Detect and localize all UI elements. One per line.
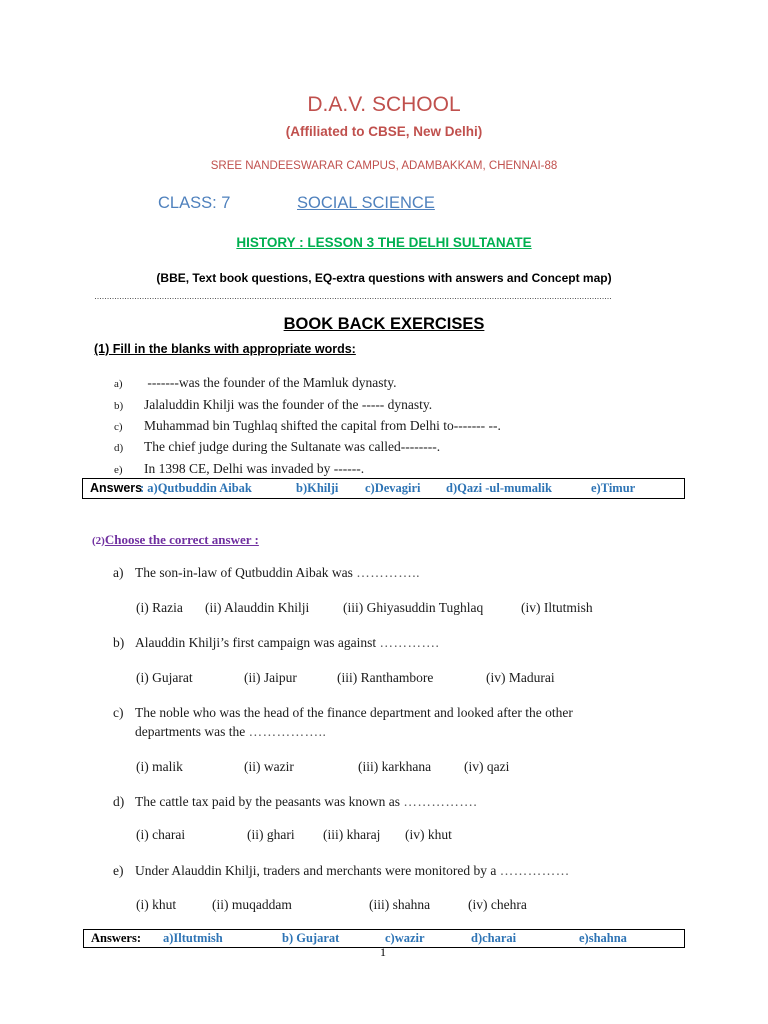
- fill-answer-d: d)Qazi -ul-mumalik: [446, 481, 552, 495]
- item-letter: c): [114, 421, 123, 433]
- fill-item-e: [114, 461, 364, 477]
- mcq-heading-text: Choose the correct answer :: [104, 532, 259, 547]
- affiliation: (Affiliated to CBSE, New Delhi): [285, 124, 483, 139]
- mcq-d-option-2: (ii) ghari: [247, 827, 295, 842]
- mcq-c-option-1: (i) malik: [136, 759, 183, 774]
- question-letter: b): [113, 635, 125, 650]
- school-name: D.A.V. SCHOOL: [307, 93, 461, 116]
- question-letter: e): [113, 863, 124, 878]
- subject-label: SOCIAL SCIENCE: [297, 194, 435, 212]
- blank-dots: ……………..: [248, 724, 327, 739]
- item-letter: d): [114, 442, 124, 454]
- page-number: 1: [380, 945, 386, 959]
- class-label: CLASS: 7: [158, 194, 231, 212]
- answers-label: Answers: [90, 481, 143, 495]
- fill-answers-row: [90, 481, 142, 496]
- mcq-answer-b: b) Gujarat: [282, 931, 340, 945]
- mcq-answer-e: e)shahna: [579, 931, 627, 945]
- mcq-d-option-4: (iv) khut: [405, 827, 452, 842]
- fill-item-c: [114, 418, 501, 434]
- mcq-answer-c: c)wazir: [385, 931, 425, 945]
- fill-item-b: [114, 397, 432, 413]
- mcq-c-option-3: (iii) karkhana: [358, 759, 432, 774]
- item-letter: e): [114, 464, 123, 476]
- mcq-b-option-3: (iii) Ranthambore: [337, 670, 434, 685]
- question-letter: c): [113, 705, 124, 720]
- blank-dots: ………….: [379, 635, 440, 650]
- item-text: Jalaluddin Khilji was the founder of the ----- dynasty.: [144, 397, 433, 412]
- fill-answer-e: e)Timur: [591, 481, 636, 495]
- question-text: Alauddin Khilji’s first campaign was against: [135, 635, 380, 650]
- fill-item-d: [114, 439, 440, 455]
- lesson-title: HISTORY : LESSON 3 THE DELHI SULTANATE: [236, 235, 532, 250]
- fill-item-a: [114, 375, 397, 391]
- mcq-answer-d: d)charai: [471, 931, 517, 945]
- mcq-question-c-line2: [135, 724, 326, 740]
- item-letter: a): [114, 378, 123, 390]
- fill-answer-a: : a)Qutbuddin Aibak: [140, 481, 252, 495]
- blank-dots: …………..: [356, 565, 420, 580]
- mcq-a-option-2: (ii) Alauddin Khilji: [205, 600, 310, 615]
- mcq-a-option-3: (iii) Ghiyasuddin Tughlaq: [343, 600, 484, 615]
- fill-blanks-heading: (1) Fill in the blanks with appropriate words:: [94, 342, 356, 356]
- question-text: The noble who was the head of the finance department and looked after the other: [135, 705, 573, 720]
- mcq-c-option-4: (iv) qazi: [464, 759, 510, 774]
- mcq-question-d: [113, 794, 477, 810]
- mcq-answers-label: Answers:: [91, 931, 141, 945]
- description: (BBE, Text book questions, EQ-extra questions with answers and Concept map): [156, 271, 612, 285]
- question-text-continued: departments was the: [135, 724, 249, 739]
- mcq-c-option-2: (ii) wazir: [244, 759, 294, 774]
- mcq-e-option-4: (iv) chehra: [468, 897, 527, 912]
- item-text: The chief judge during the Sultanate was called--------.: [144, 439, 441, 454]
- blank-dots: …………….: [403, 794, 478, 809]
- question-letter: d): [113, 794, 125, 809]
- fill-answer-c: c)Devagiri: [365, 481, 421, 495]
- mcq-question-c: [113, 705, 573, 721]
- fill-answer-b: b)Khilji: [296, 481, 339, 495]
- mcq-question-b: [113, 635, 439, 651]
- campus-address: SREE NANDEESWARAR CAMPUS, ADAMBAKKAM, CHENNAI-88: [210, 160, 558, 172]
- question-text: The cattle tax paid by the peasants was known as: [135, 794, 404, 809]
- item-text: In 1398 CE, Delhi was invaded by ------.: [144, 461, 365, 476]
- mcq-question-a: [113, 565, 420, 581]
- item-letter: b): [114, 400, 124, 412]
- blank-dots: ……………: [499, 863, 570, 878]
- mcq-b-option-4: (iv) Madurai: [486, 670, 555, 685]
- mcq-d-option-1: (i) charai: [136, 827, 186, 842]
- mcq-e-option-1: (i) khut: [136, 897, 177, 912]
- question-text: The son-in-law of Qutbuddin Aibak was: [135, 565, 357, 580]
- item-text: -------was the founder of the Mamluk dynasty.: [144, 375, 397, 390]
- mcq-heading-number: (2): [92, 535, 105, 547]
- question-text: Under Alauddin Khilji, traders and merchants were monitored by a: [135, 863, 500, 878]
- question-letter: a): [113, 565, 124, 580]
- item-text: Muhammad bin Tughlaq shifted the capital from Delhi to------- --.: [144, 418, 501, 433]
- mcq-b-option-1: (i) Gujarat: [136, 670, 193, 685]
- mcq-answer-a: a)Iltutmish: [163, 931, 223, 945]
- mcq-e-option-2: (ii) muqaddam: [212, 897, 292, 912]
- mcq-e-option-3: (iii) shahna: [369, 897, 431, 912]
- mcq-a-option-4: (iv) Iltutmish: [521, 600, 593, 615]
- mcq-b-option-2: (ii) Jaipur: [244, 670, 297, 685]
- dotted-divider: ………………………………………………………………………………………………………………………………………………………………………………………: [94, 292, 612, 301]
- mcq-heading: [92, 532, 259, 548]
- section-title: BOOK BACK EXERCISES: [283, 315, 485, 333]
- mcq-d-option-3: (iii) kharaj: [323, 827, 381, 842]
- mcq-question-e: [113, 863, 570, 879]
- mcq-a-option-1: (i) Razia: [136, 600, 183, 615]
